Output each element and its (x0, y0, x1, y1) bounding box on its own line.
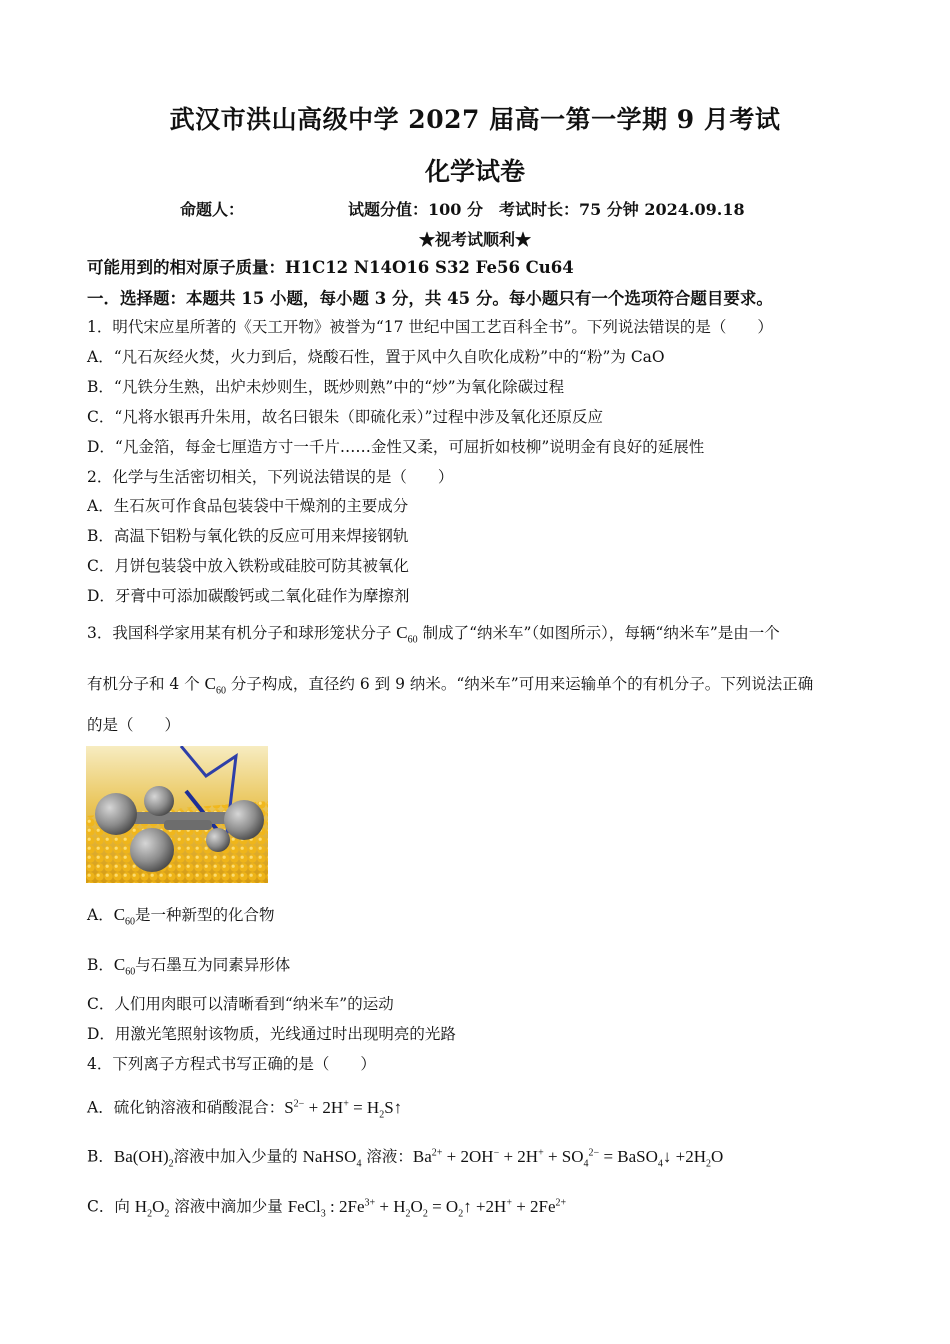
equation-b: $Ba^{2+} + 2OH^- + 2H^+ + SO_4^{2-}$ = BaSO$_4$↓ $+2H_2O$ (412, 1146, 724, 1170)
q3-option-c: C．人们用肉眼可以清晰看到“纳米车”的运动 (87, 995, 394, 1013)
q3-stem-line3: 的是（ ） (87, 716, 181, 734)
c60-formula: $C_{60}$ (396, 623, 418, 646)
q2-stem: 2．化学与生活密切相关，下列说法错误的是（ ） (87, 468, 454, 486)
q1-option-c: C．“凡将水银再升朱用，故名曰银朱（即硫化汞）”过程中涉及氧化还原反应 (87, 408, 603, 426)
q3-stem-part1: 3．我国科学家用某有机分子和球形笼状分子 (87, 624, 397, 642)
section-heading: 一．选择题：本题共 15 小题，每小题 3 分，共 45 分。每小题只有一个选项符合题目要求。 (87, 289, 773, 308)
equation-c: FeCl$_3$ : $2Fe^{3+} + H_2O_2$ = $O_2↑ +2H^+ + 2Fe^{2+}$ (287, 1196, 567, 1220)
formula-h2o2: $H_2O_2$ (134, 1196, 170, 1220)
q3-option-b: B．$C_{60}$与石墨互为同素异形体 (87, 955, 291, 978)
q3-option-d: D．用激光笔照射该物质，光线通过时出现明亮的光路 (87, 1025, 456, 1043)
equation-a: $S^{2-} + 2H^+$ = $H_2S↑$ (284, 1097, 403, 1121)
q2-option-b: B．高温下铝粉与氧化铁的反应可用来焊接钢轨 (87, 527, 409, 545)
c60-formula: $C_{60}$ (204, 674, 226, 697)
q2-option-d: D．牙膏中可添加碳酸钙或二氧化硅作为摩擦剂 (87, 587, 410, 605)
formula-baoh2: $Ba(OH)_2$ (113, 1146, 174, 1170)
q4-stem: 4．下列离子方程式书写正确的是（ ） (87, 1055, 376, 1073)
atomic-masses: 可能用到的相对原子质量：H1C12 N14O16 S32 Fe56 Cu64 (87, 258, 574, 277)
q4-option-a: A．硫化钠溶液和硝酸混合：$S^{2-} + 2H^+$ = $H_2S↑$ (87, 1097, 403, 1121)
q3-stem (87, 622, 780, 651)
q1-option-b: B．“凡铁分生熟，出炉未炒则生，既炒则熟”中的“炒”为氧化除碳过程 (87, 378, 565, 396)
formula-nahso4: NaHSO$_4$ (302, 1146, 362, 1170)
c60-formula: $C_{60}$ (113, 955, 136, 978)
q2-option-a: A．生石灰可作食品包装袋中干燥剂的主要成分 (87, 497, 409, 515)
q3-stem-line2: 有机分子和 4 个 $C_{60}$ 分子构成，直径约 6 到 9 纳米。“纳米车”可用来运输单个的有机分子。下列说法正确 (87, 674, 814, 697)
author-label: 命题人： (180, 200, 245, 219)
q4-option-b: B．$Ba(OH)_2$溶液中加入少量的 NaHSO$_4$ 溶液：$Ba^{2+} + 2OH^- + 2H^+ + SO_4^{2-}$ = BaSO$_4$↓ $+2H_2O$ (87, 1146, 724, 1170)
exam-info: 试题分值：100 分 考试时长：75 分钟 2024.09.18 (348, 200, 745, 219)
q1-option-d: D．“凡金箔，每金七厘造方寸一千片……金性又柔，可屈折如枝柳”说明金有良好的延展性 (87, 438, 705, 456)
q1-option-a: A．“凡石灰经火焚，火力到后，烧酸石性，置于风中久自吹化成粉”中的“粉”为 CaO (87, 348, 665, 366)
q4-option-c: C．向 $H_2O_2$ 溶液中滴加少量 FeCl$_3$ : $2Fe^{3+} + H_2O_2$ = $O_2↑ +2H^+ + 2Fe^{2+}$ (87, 1196, 567, 1220)
exam-title: 武汉市洪山高级中学 2027 届高一第一学期 9 月考试 (169, 105, 781, 134)
q3-option-a: A．$C_{60}$是一种新型的化合物 (87, 905, 275, 928)
exam-subtitle: 化学试卷 (424, 157, 525, 186)
q2-option-c: C．月饼包装袋中放入铁粉或硅胶可防其被氧化 (87, 557, 409, 575)
q3-stem-part2: 制成了“纳米车”（如图所示），每辆“纳米车”是由一个 (417, 624, 780, 642)
c60-formula: $C_{60}$ (113, 905, 136, 928)
good-luck-note: ★视考试顺利★ (418, 230, 531, 249)
nanocar-image (86, 746, 268, 883)
q1-stem: 1．明代宋应星所著的《天工开物》被誉为“17 世纪中国工艺百科全书”。下列说法错误的是（ ） (87, 318, 773, 336)
